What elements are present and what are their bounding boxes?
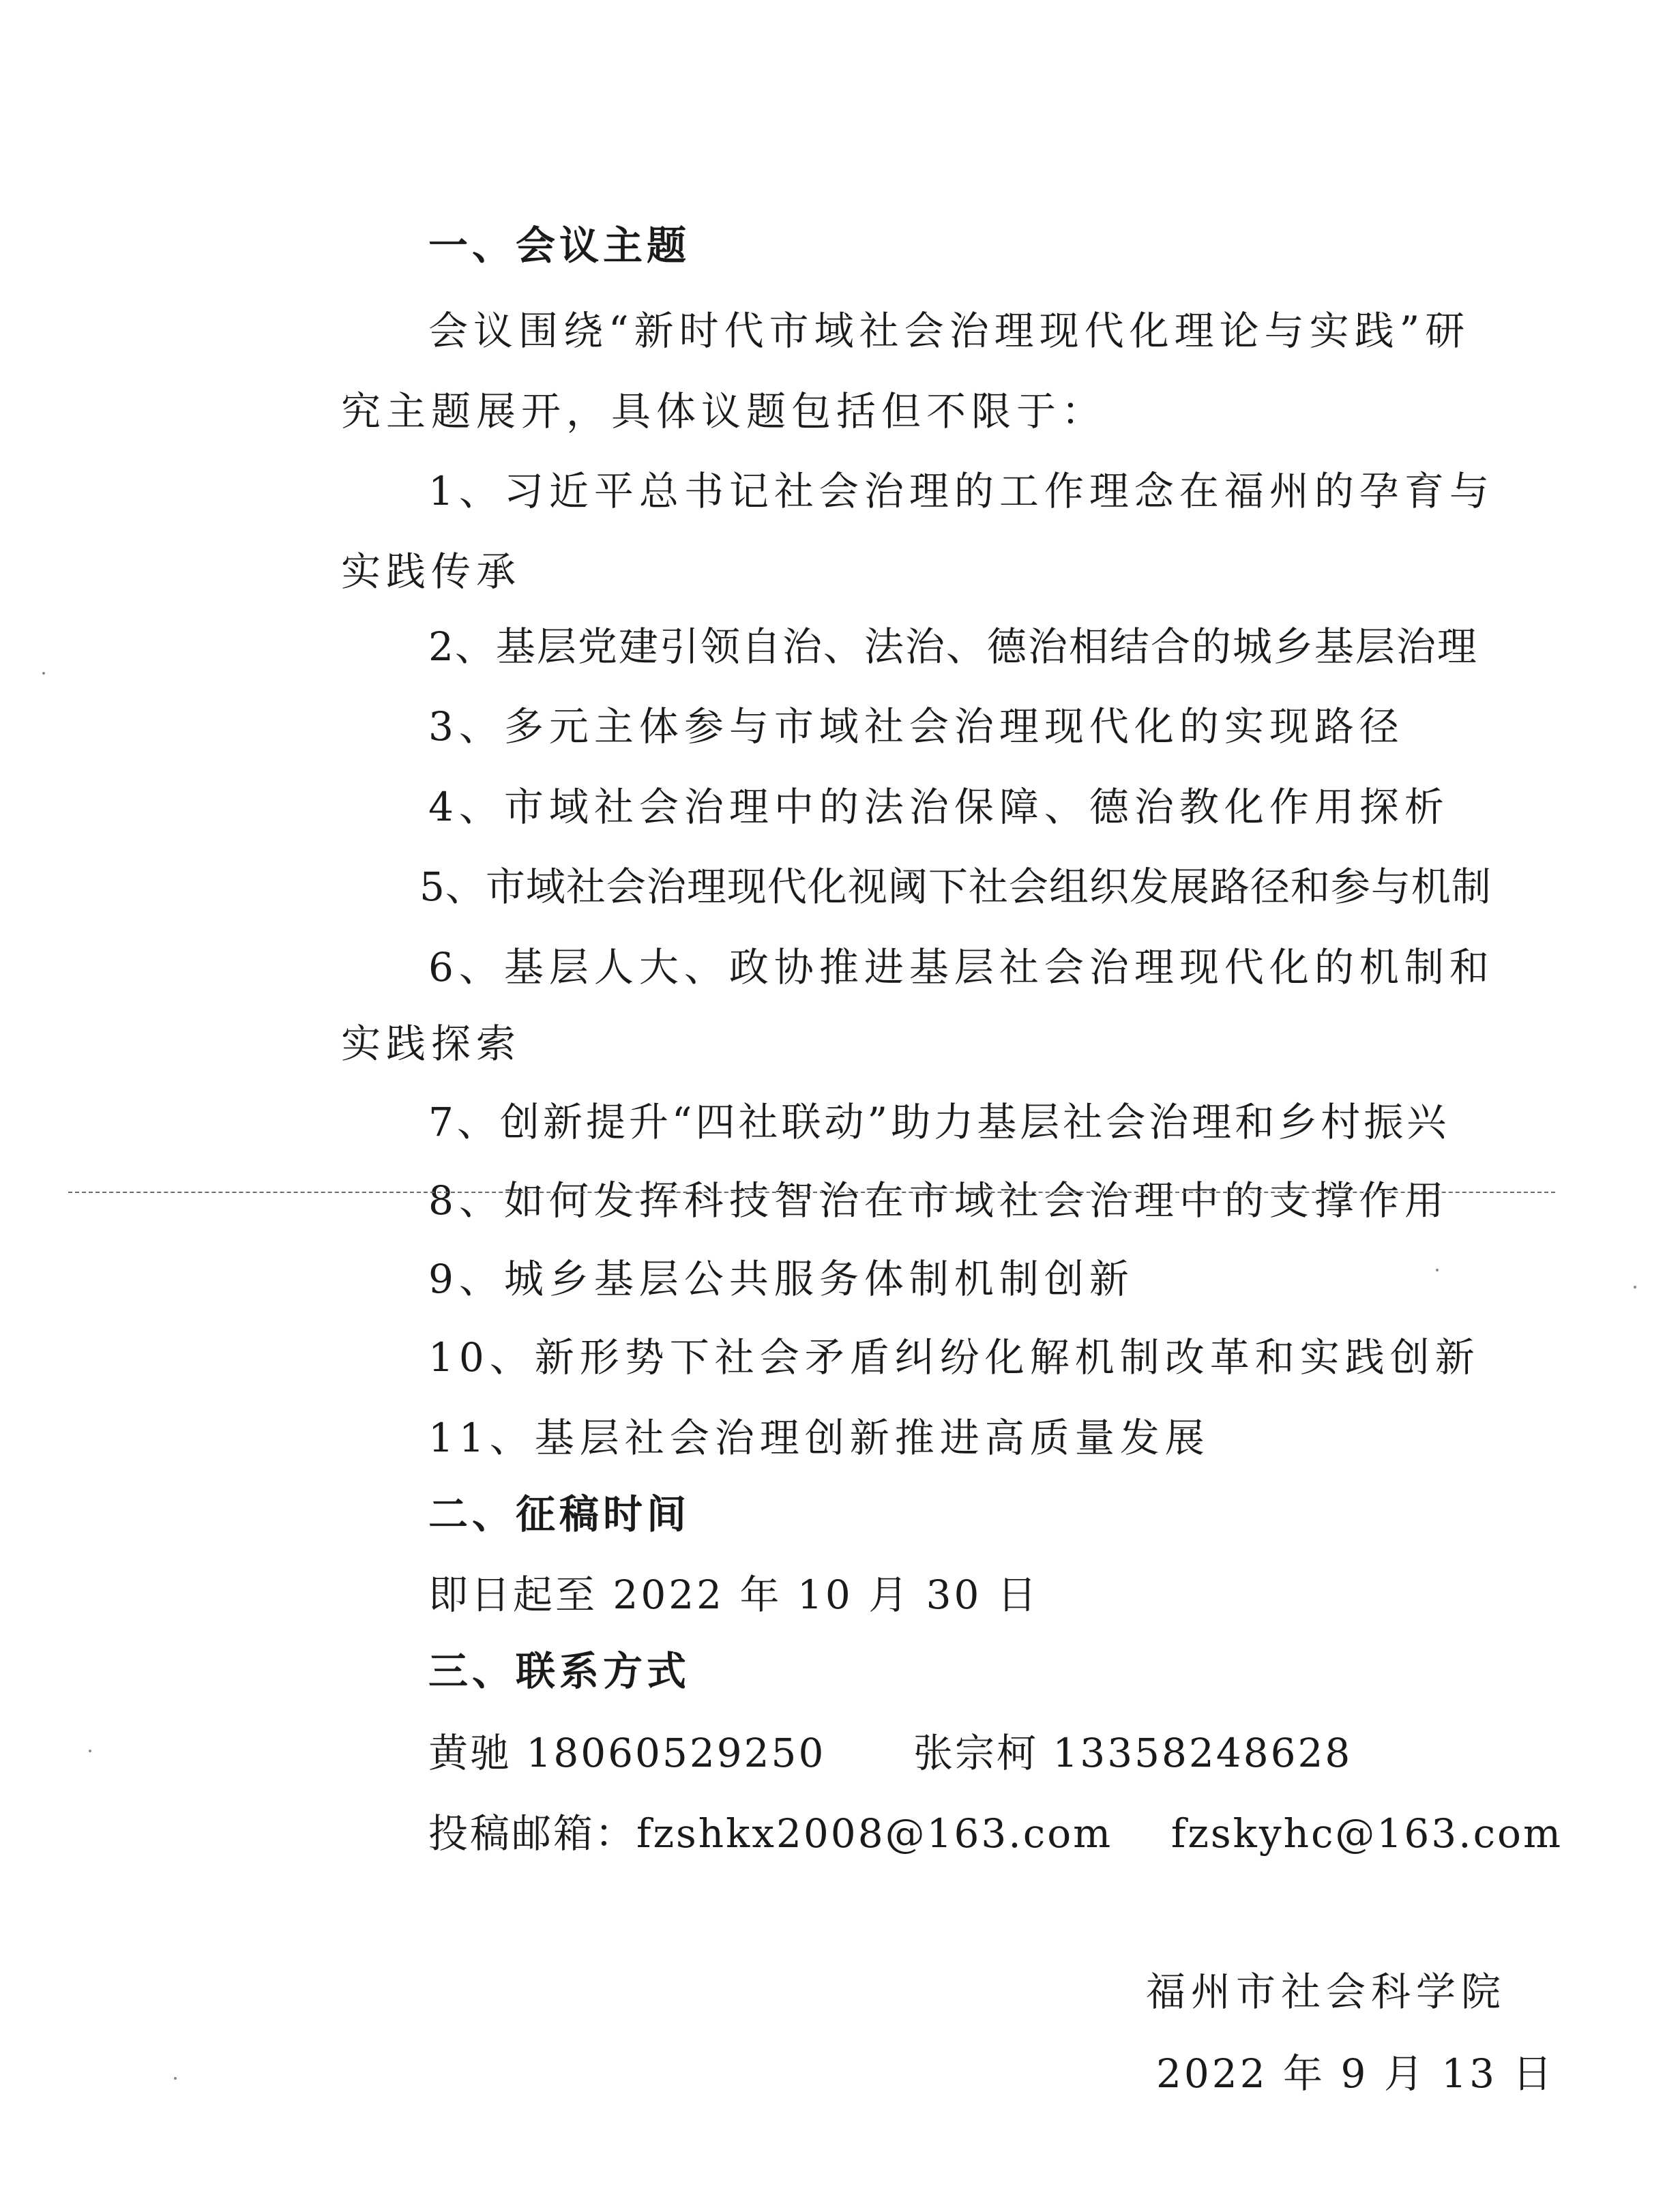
topic-1-line-2: 实践传承	[341, 548, 522, 595]
section-1-heading: 一、会议主题	[428, 222, 691, 269]
scan-speck	[174, 2077, 177, 2080]
email-text: 投稿邮箱：fzshkx2008@163.com fzskyhc@163.com	[428, 1810, 1563, 1857]
section-1-intro-line-2: 究主题展开，具体议题包括但不限于：	[341, 388, 1107, 434]
signature-org: 福州市社会科学院	[1146, 1969, 1507, 2015]
contacts-text: 黄驰 18060529250 张宗柯 13358248628	[428, 1730, 1353, 1776]
deadline-text: 即日起至 2022 年 10 月 30 日	[428, 1572, 1040, 1618]
topic-10: 10、新形势下社会矛盾纠纷化解机制改革和实践创新	[428, 1334, 1480, 1381]
scan-artifact-line	[68, 1192, 1555, 1193]
topic-9: 9、城乡基层公共服务体制机制创新	[428, 1256, 1134, 1302]
topic-11: 11、基层社会治理创新推进高质量发展	[428, 1415, 1210, 1461]
signature-date: 2022 年 9 月 13 日	[1156, 2050, 1555, 2097]
scan-speck	[89, 1750, 91, 1752]
topic-5: 5、市域社会治理现代化视阈下社会组织发展路径和参与机制	[419, 864, 1492, 910]
scan-speck	[1634, 1286, 1636, 1288]
section-2-heading: 二、征稿时间	[428, 1491, 691, 1537]
topic-4: 4、市域社会治理中的法治保障、德治教化作用探析	[428, 784, 1449, 830]
topic-6-line-2: 实践探索	[341, 1020, 522, 1067]
topic-8: 8、如何发挥科技智治在市域社会治理中的支撑作用	[428, 1177, 1449, 1224]
topic-7: 7、创新提升“四社联动”助力基层社会治理和乡村振兴	[428, 1099, 1450, 1145]
scan-speck	[1436, 1269, 1439, 1271]
topic-6-line-1: 6、基层人大、政协推进基层社会治理现代化的机制和	[428, 944, 1494, 990]
scan-speck	[42, 672, 45, 675]
topic-3: 3、多元主体参与市域社会治理现代化的实现路径	[428, 703, 1404, 750]
topic-2: 2、基层党建引领自治、法治、德治相结合的城乡基层治理	[428, 623, 1478, 670]
topic-1-line-1: 1、习近平总书记社会治理的工作理念在福州的孕育与	[428, 468, 1494, 514]
section-3-heading: 三、联系方式	[428, 1648, 691, 1694]
section-1-intro-line-1: 会议围绕“新时代市域社会治理现代化理论与实践”研	[428, 308, 1471, 354]
